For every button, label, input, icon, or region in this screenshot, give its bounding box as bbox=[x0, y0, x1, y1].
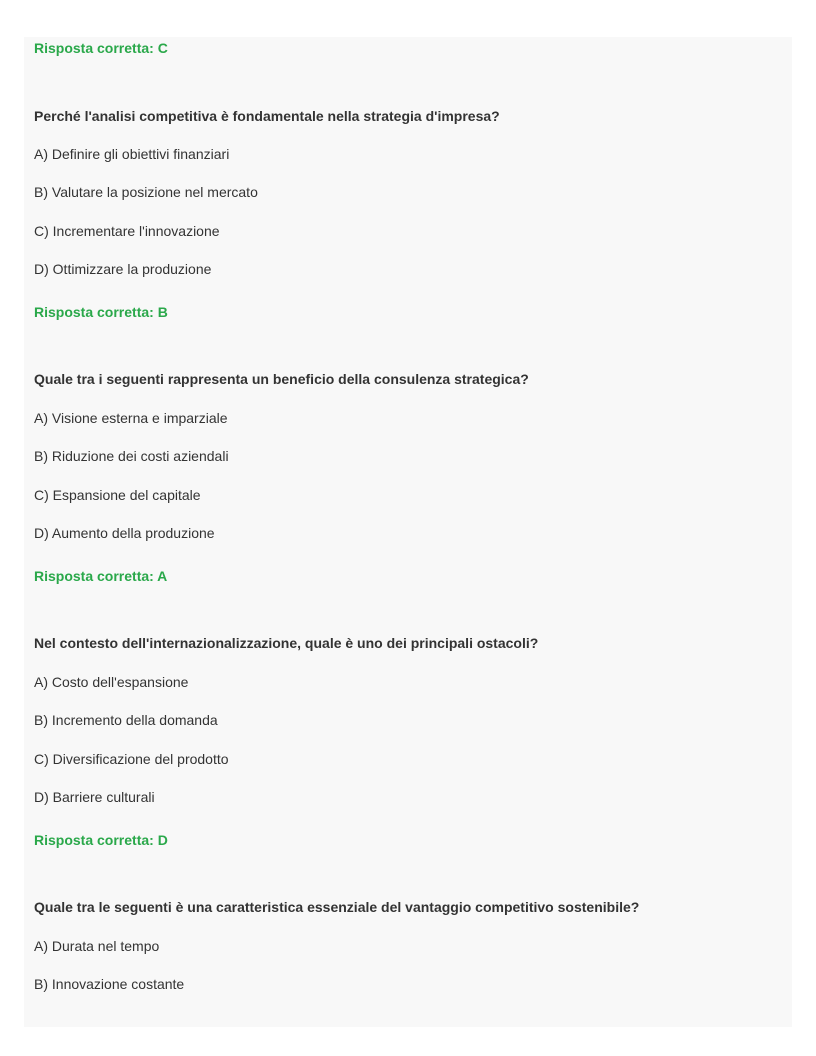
question-text: Quale tra le seguenti è una caratteristica essenziale del vantaggio competitivo sostenibile? bbox=[34, 899, 640, 915]
correct-answer-label: Risposta corretta: B bbox=[34, 304, 168, 320]
answer-option: A) Costo dell'espansione bbox=[34, 674, 189, 690]
answer-option: D) Barriere culturali bbox=[34, 789, 155, 805]
answer-option: C) Incrementare l'innovazione bbox=[34, 223, 220, 239]
answer-option: B) Innovazione costante bbox=[34, 976, 185, 992]
answer-option: A) Visione esterna e imparziale bbox=[34, 410, 228, 426]
correct-answer-label: Risposta corretta: D bbox=[34, 832, 168, 848]
answer-option: C) Diversificazione del prodotto bbox=[34, 751, 229, 767]
answer-option: B) Valutare la posizione nel mercato bbox=[34, 184, 258, 200]
answer-option: A) Definire gli obiettivi finanziari bbox=[34, 146, 230, 162]
question-text: Quale tra i seguenti rappresenta un beneficio della consulenza strategica? bbox=[34, 371, 529, 387]
answer-option: D) Ottimizzare la produzione bbox=[34, 261, 212, 277]
question-text: Perché l'analisi competitiva è fondamentale nella strategia d'impresa? bbox=[34, 108, 500, 124]
correct-answer-label: Risposta corretta: A bbox=[34, 568, 168, 584]
answer-option: A) Durata nel tempo bbox=[34, 938, 160, 954]
answer-option: B) Riduzione dei costi aziendali bbox=[34, 448, 229, 464]
question-text: Nel contesto dell'internazionalizzazione, quale è uno dei principali ostacoli? bbox=[34, 635, 539, 651]
answer-option: B) Incremento della domanda bbox=[34, 712, 218, 728]
answer-option: C) Espansione del capitale bbox=[34, 487, 201, 503]
answer-option: D) Aumento della produzione bbox=[34, 525, 215, 541]
quiz-panel bbox=[24, 37, 792, 1027]
correct-answer-label: Risposta corretta: C bbox=[34, 40, 168, 56]
